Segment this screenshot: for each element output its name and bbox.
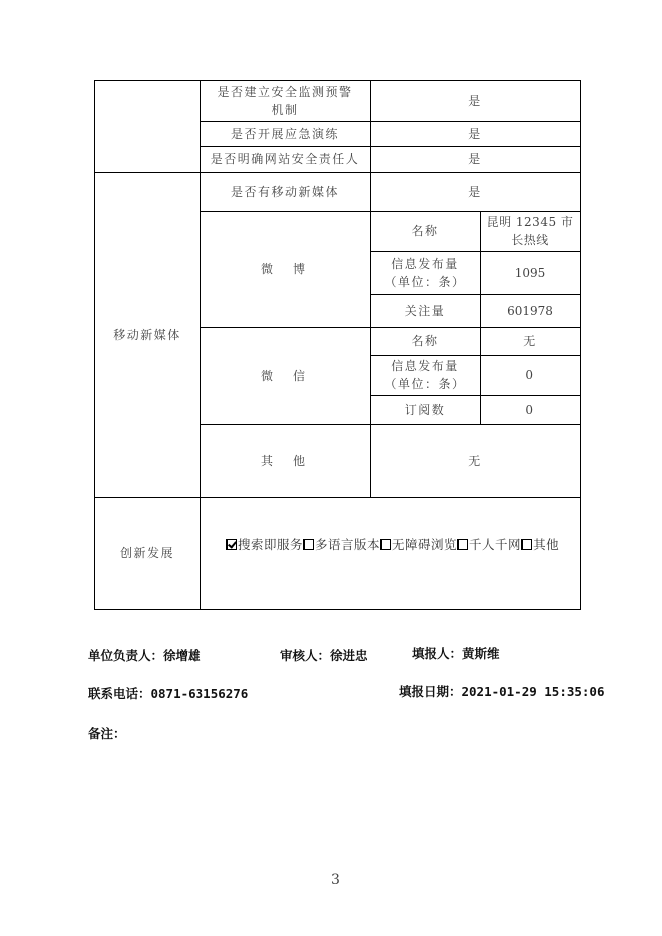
weibo-name-value-line2: 长热线 — [511, 233, 549, 247]
remarks: 备注： — [88, 726, 126, 741]
checkbox-accessibility[interactable] — [380, 539, 391, 550]
weibo-post-count-field — [370, 251, 480, 294]
other-media-label: 其 他 — [260, 453, 309, 468]
security-monitoring-label-line2: 机制 — [271, 102, 299, 117]
wechat-post-count-value: 0 — [525, 368, 535, 382]
innovation-label: 创新发展 — [119, 546, 174, 560]
wechat-post-count-field-line1: 信息发布量 — [391, 359, 459, 373]
weibo-name-value — [480, 211, 580, 251]
contact-phone: 联系电话：0871-63156276 — [88, 686, 249, 701]
checkbox-personalized[interactable] — [457, 539, 468, 550]
wechat-label: 微 信 — [260, 368, 309, 383]
checkbox-multilingual[interactable] — [303, 539, 314, 550]
checkbox-search-service[interactable] — [226, 539, 237, 550]
fill-date: 填报日期：2021-01-29 15:35:06 — [399, 684, 605, 699]
option-personalized-label: 千人千网 — [469, 537, 522, 552]
weibo-post-count-value: 1095 — [514, 265, 546, 280]
option-multilingual-label: 多语言版本 — [315, 537, 381, 552]
wechat-name-value: 无 — [523, 334, 537, 348]
weibo-post-count-field-line2: （单位：条） — [384, 274, 466, 289]
mobile-media-section-label: 移动新媒体 — [113, 327, 181, 342]
weibo-label: 微 博 — [260, 262, 309, 276]
security-monitoring-label — [200, 80, 370, 121]
filler: 填报人：黄斯维 — [412, 646, 500, 661]
security-officer-label: 是否明确网站安全责任人 — [210, 152, 360, 166]
option-search-service-label: 搜索即服务 — [238, 537, 304, 552]
weibo-followers-value: 601978 — [507, 303, 553, 318]
security-monitoring-label-line1: 是否建立安全监测预警 — [217, 84, 353, 99]
unit-head: 单位负责人：徐增雄 — [88, 648, 201, 663]
wechat-post-count-field — [370, 355, 480, 395]
security-officer-value: 是 — [468, 152, 482, 166]
wechat-post-count-field-line2: （单位：条） — [384, 377, 466, 391]
has-mobile-media-value: 是 — [468, 184, 482, 199]
wechat-subscribers-field: 订阅数 — [404, 402, 446, 417]
has-mobile-media-label: 是否有移动新媒体 — [230, 184, 339, 199]
other-media-value: 无 — [468, 453, 482, 468]
weibo-name-value-line1: 昆明 12345 市 — [486, 215, 574, 229]
wechat-subscribers-value: 0 — [525, 402, 535, 417]
wechat-name-field: 名称 — [411, 334, 439, 348]
checkbox-other[interactable] — [521, 539, 532, 550]
security-monitoring-value: 是 — [468, 93, 482, 108]
emergency-drill-label: 是否开展应急演练 — [230, 126, 339, 141]
option-accessibility-label: 无障碍浏览 — [392, 537, 458, 552]
page-number: 3 — [331, 872, 340, 888]
weibo-name-field: 名称 — [411, 224, 439, 238]
innovation-options — [226, 535, 559, 553]
weibo-followers-field: 关注量 — [404, 303, 446, 318]
weibo-post-count-field-line1: 信息发布量 — [391, 256, 459, 271]
reviewer: 审核人：徐进忠 — [280, 648, 368, 663]
option-other-label: 其他 — [533, 537, 560, 552]
emergency-drill-value: 是 — [468, 126, 482, 141]
